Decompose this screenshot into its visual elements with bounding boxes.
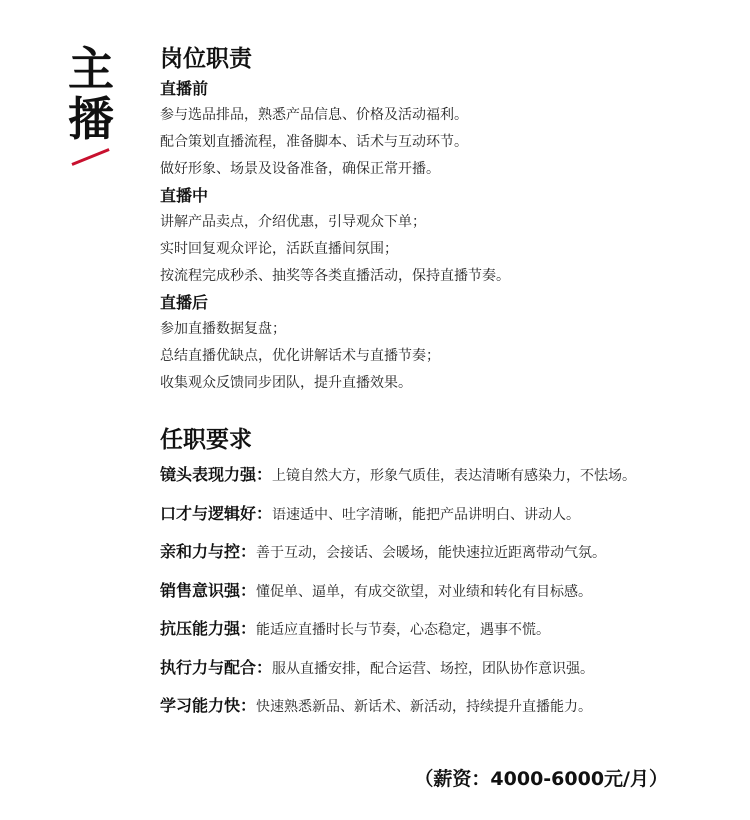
- job-title-char-1: 主: [68, 42, 114, 96]
- job-title-char-2: 播: [68, 92, 114, 146]
- requirement-item: [160, 694, 720, 733]
- accent-divider: [71, 148, 109, 166]
- list-item: 实时回复观众评论，活跃直播间氛围；: [160, 241, 398, 257]
- requirement-key: 镜头表现力强：: [160, 465, 273, 484]
- requirement-value: 服从直播安排，配合运营、场控，团队协作意识强。: [272, 660, 595, 677]
- requirement-item: [160, 656, 720, 695]
- list-item: 讲解产品卖点，介绍优惠，引导观众下单；: [160, 214, 426, 230]
- phase-before-list: [160, 102, 720, 183]
- requirement-key: 亲和力与控：: [160, 542, 257, 561]
- requirement-key: 销售意识强：: [160, 580, 257, 600]
- requirement-item: [160, 579, 720, 618]
- salary-range: （薪资：4000-6000元/月）: [414, 768, 668, 790]
- phase-before-title: 直播前: [160, 79, 209, 98]
- requirements-heading: 任职要求: [160, 427, 252, 453]
- requirement-value: 快速熟悉新品、新话术、新活动，持续提升直播能力。: [256, 699, 593, 715]
- requirement-value: 语速适中、吐字清晰，能把产品讲明白、讲动人。: [272, 506, 581, 523]
- phase-after-title: 直播后: [160, 293, 209, 312]
- requirement-value: 善于互动，会接话、会暖场，能快速拉近距离带动气氛。: [256, 545, 607, 561]
- phase-after-list: [160, 316, 720, 397]
- requirement-value: 懂促单、逼单，有成交欲望，对业绩和转化有目标感。: [256, 583, 593, 600]
- phase-during-title: 直播中: [160, 186, 209, 205]
- requirement-item: [160, 540, 720, 579]
- phase-during-list: [160, 209, 720, 290]
- list-item: 参与选品排品，熟悉产品信息、价格及活动福利。: [160, 107, 468, 123]
- list-item: 做好形象、场景及设备准备，确保正常开播。: [160, 161, 440, 177]
- requirement-key: 执行力与配合：: [160, 657, 273, 677]
- requirement-key: 口才与逻辑好：: [160, 503, 273, 523]
- requirements-list: [160, 463, 720, 733]
- duties-heading: 岗位职责: [160, 46, 252, 72]
- phase-before: [160, 76, 720, 183]
- requirement-item: [160, 463, 720, 502]
- requirement-item: [160, 617, 720, 656]
- phase-after: [160, 290, 720, 397]
- job-description: [160, 42, 720, 733]
- phase-during: [160, 183, 720, 290]
- list-item: 参加直播数据复盘；: [160, 321, 286, 337]
- list-item: 总结直播优缺点，优化讲解话术与直播节奏；: [160, 348, 440, 364]
- requirement-item: [160, 502, 720, 541]
- requirement-value: 上镜自然大方，形象气质佳，表达清晰有感染力，不怯场。: [272, 468, 637, 484]
- list-item: 收集观众反馈同步团队，提升直播效果。: [160, 375, 412, 391]
- requirement-key: 抗压能力强：: [160, 619, 257, 638]
- requirement-key: 学习能力快：: [160, 696, 257, 715]
- list-item: 配合策划直播流程，准备脚本、话术与互动环节。: [160, 134, 468, 150]
- job-title-vertical: [68, 44, 118, 144]
- requirement-value: 能适应直播时长与节奏，心态稳定，遇事不慌。: [256, 622, 551, 638]
- list-item: 按流程完成秒杀、抽奖等各类直播活动，保持直播节奏。: [160, 268, 510, 284]
